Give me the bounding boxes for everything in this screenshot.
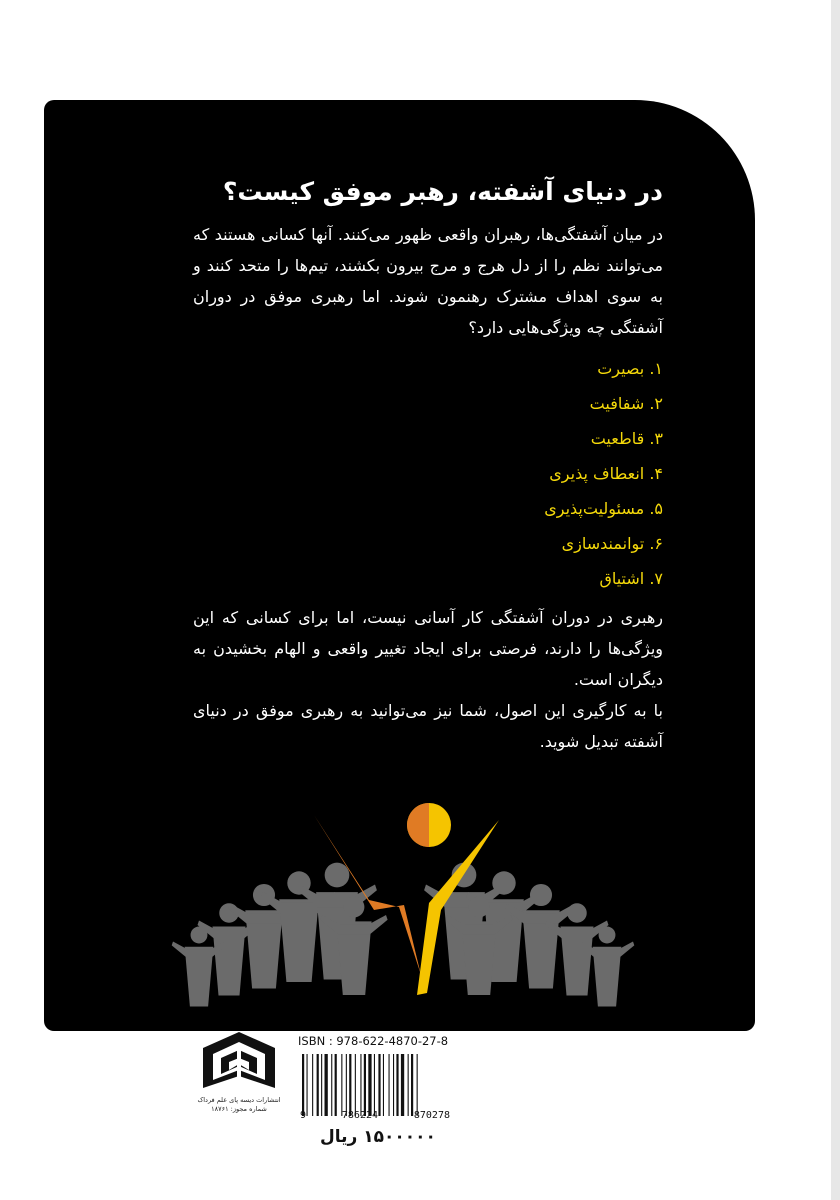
license-number: شماره مجوز: ۱۸۷۶۱ bbox=[211, 1105, 267, 1113]
barcode-icon bbox=[300, 1054, 450, 1116]
price-label: ۱۵۰۰۰۰۰ ریال bbox=[320, 1127, 436, 1147]
crowd-silhouettes-icon bbox=[172, 863, 635, 1007]
book-logo-icon bbox=[197, 1030, 281, 1092]
isbn-label: ISBN : 978-622-4870-27-8 bbox=[298, 1034, 449, 1048]
trait-item: ۳. قاطعیت bbox=[590, 429, 663, 448]
closing-paragraph: با به کارگیری این اصول، شما نیز می‌توانید به رهبری موفق در دنیای آشفته تبدیل شوید. bbox=[193, 701, 663, 751]
trait-item: ۴. انعطاف پذیری bbox=[549, 464, 663, 483]
publisher-name: انتشارات دیسه پای علم فرداک bbox=[197, 1096, 281, 1104]
page-edge bbox=[831, 0, 840, 1200]
trait-item: ۵. مسئولیت‌پذیری bbox=[544, 499, 663, 518]
leader-crowd-illustration bbox=[159, 795, 639, 1025]
heading: در دنیای آشفته، رهبر موفق کیست؟ bbox=[222, 177, 663, 206]
publisher-logo bbox=[193, 1030, 285, 1114]
trait-item: ۲. شفافیت bbox=[589, 394, 663, 413]
trait-item: ۶. توانمندسازی bbox=[561, 534, 663, 553]
trait-item: ۱. بصیرت bbox=[597, 359, 663, 378]
trait-item: ۷. اشتیاق bbox=[599, 569, 663, 588]
back-cover-panel bbox=[44, 100, 755, 1031]
intro-paragraph: در میان آشفتگی‌ها، رهبران واقعی ظهور می‌کنند. آنها کسانی هستند که می‌توانند نظم را از دل هرج و مرج بیرون بکشند، تیم‌ها را متحد کنند و به سوی اهداف مشترک رهنمون شوند. اما رهبری موفق در دوران آشفتگی چه ویژگی‌هایی دارد؟ bbox=[193, 225, 663, 337]
barcode-digits bbox=[300, 1110, 450, 1121]
back-cover-text bbox=[193, 175, 663, 757]
traits-list bbox=[193, 351, 663, 596]
barcode-digit-group: 786224 bbox=[341, 1110, 379, 1121]
conclusion-paragraph: رهبری در دوران آشفتگی کار آسانی نیست، اما برای کسانی که این ویژگی‌ها را دارند، فرصتی برای ایجاد تغییر واقعی و الهام بخشیدن به دیگران است. bbox=[193, 608, 663, 689]
barcode-digit-group: 870278 bbox=[413, 1110, 450, 1121]
barcode-digit-group: 9 bbox=[300, 1110, 307, 1121]
